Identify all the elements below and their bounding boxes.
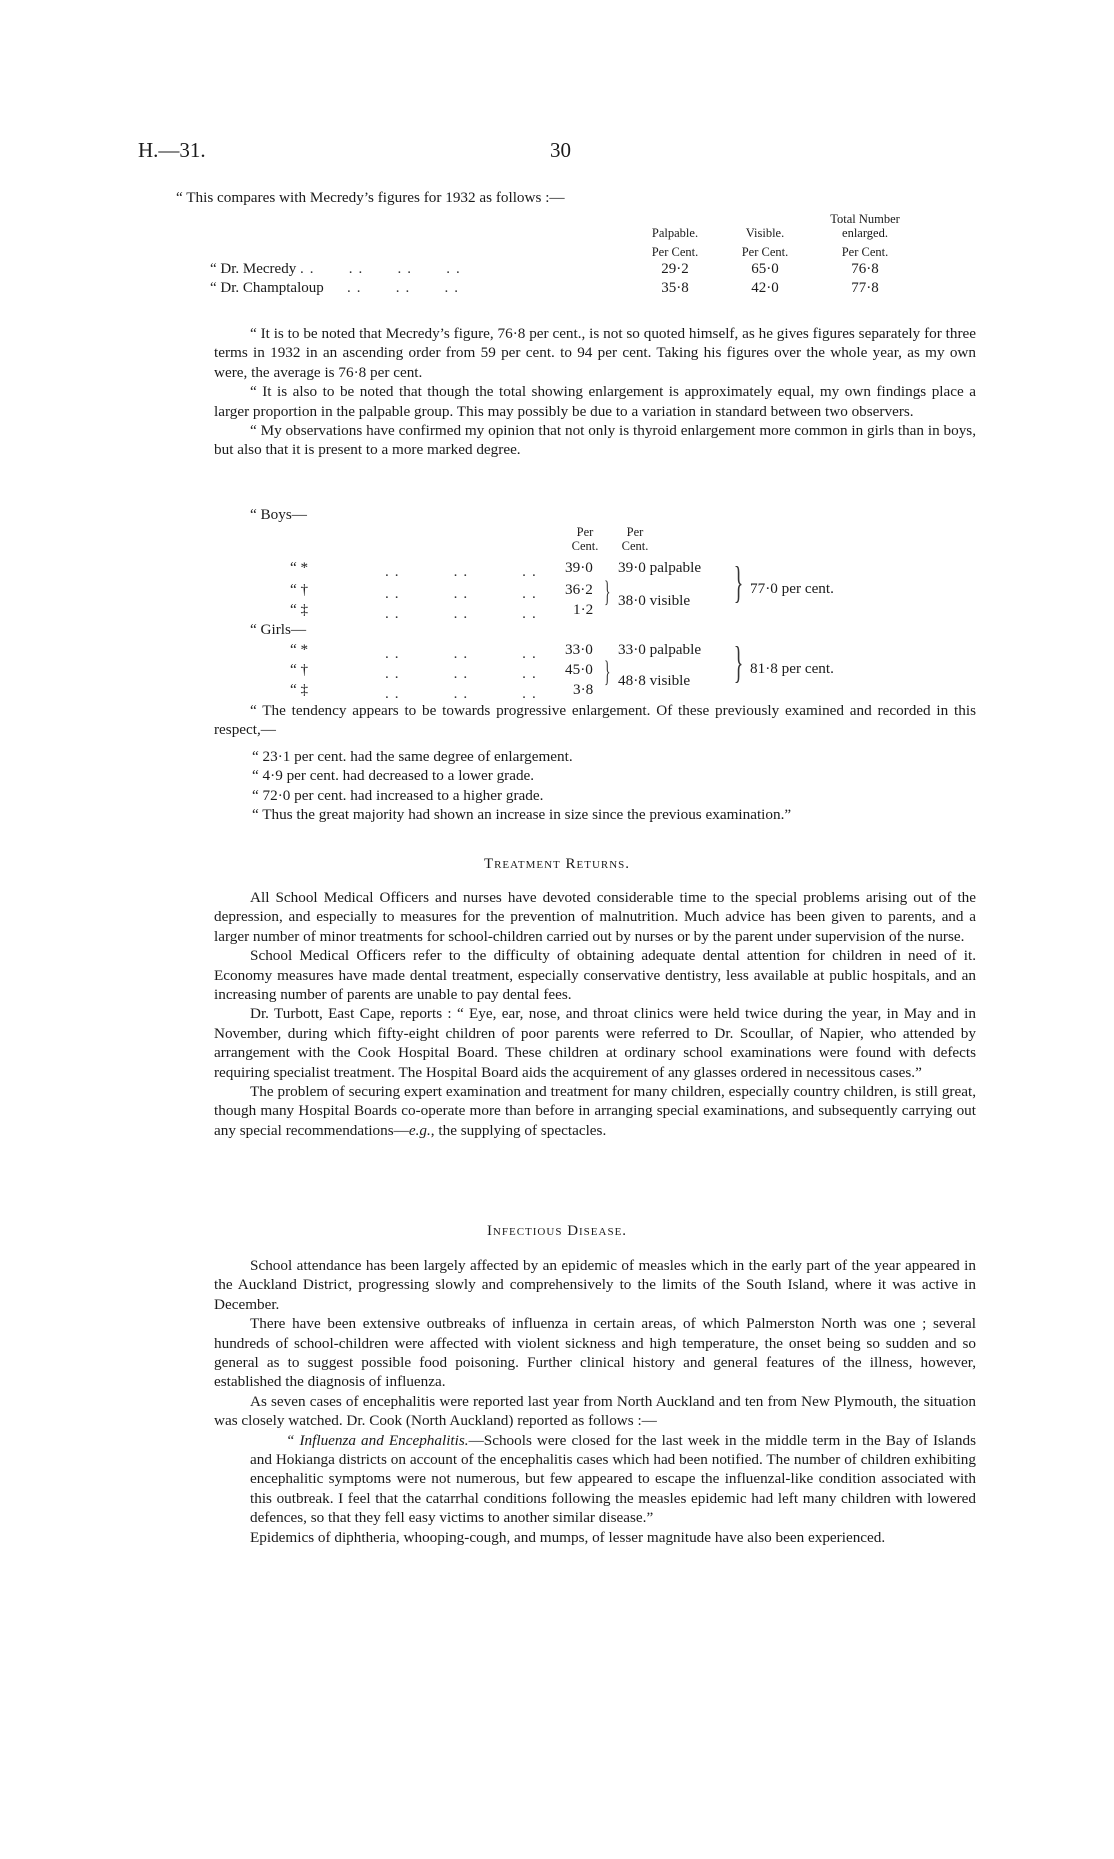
paragraph: School attendance has been largely affected by an epidemic of measles which in the early part of the year appeared in the Auckland District, progressing slowly and comprehensively to the limits of the South Island, where it was active in December. — [214, 1257, 976, 1313]
boys-label: “ Boys— — [250, 506, 307, 523]
per-cent-header-2: Per Cent. — [621, 525, 649, 553]
section-heading-treatment: Treatment Returns. — [483, 856, 631, 872]
cell-visible: 42·0 — [751, 280, 779, 296]
paragraph-closing: Epidemics of diphtheria, whooping-cough, and mumps, of lesser magnitude have also been experienced. — [250, 1528, 886, 1546]
row-name: “ Dr. Champtaloup — [210, 280, 324, 296]
paragraph: The problem of securing expert examination and treatment for many children, especially country children, is still great, though many Hospital Boards co-operate more than before in arranging special examinations, and subsequently carrying out any special recommendations—e.g., the supplying of spectacles. — [214, 1083, 976, 1139]
unit-visible: Per Cent. — [741, 245, 789, 259]
boys-value-3: 1·2 — [573, 601, 594, 618]
list-item: “ 4·9 per cent. had decreased to a lower grade. — [252, 767, 535, 785]
girls-total: 81·8 per cent. — [750, 660, 834, 677]
col-total: Total Number enlarged. — [830, 212, 900, 240]
per-cent-header-1: Per Cent. — [571, 525, 599, 553]
list-item: “ * — [290, 641, 309, 658]
cell-total: 76·8 — [851, 261, 879, 277]
cell-palpable: 35·8 — [661, 280, 689, 296]
col-visible: Visible. — [745, 226, 785, 240]
paragraph-tendency: “ The tendency appears to be towards progressive enlargement. Of these previously examined and recorded in this respect,— — [214, 702, 976, 739]
infectious-section — [214, 1256, 976, 1547]
unit-total: Per Cent. — [841, 245, 889, 259]
comparison-intro: “ This compares with Mecredy’s figures for 1932 as follows :— — [176, 189, 565, 206]
page-number: 30 — [550, 138, 571, 162]
paragraph-equal: “ It is also to be noted that though the total showing enlargement is approximately equal, my own findings place a larger proportion in the palpable group. This may possibly be due to a variation in standard between two observers. — [214, 383, 976, 420]
list-item: “ Thus the great majority had shown an increase in size since the previous examination.” — [252, 806, 792, 824]
list-item: “ † — [290, 661, 309, 678]
section-heading-infectious: Infectious Disease. — [486, 1223, 628, 1239]
col-palpable: Palpable. — [651, 226, 699, 240]
comparison-table — [210, 212, 920, 297]
paragraph: There have been extensive outbreaks of influenza in certain areas, of which Palmerston North was one ; several hundreds of school-children were affected with violent sickness and high temperature, the onset being so sudden and so general as to suggest possible food poisoning. Further clinical history and general features of the illness, however, established the diagnosis of influenza. — [214, 1315, 976, 1391]
list-item: “ * — [290, 559, 309, 576]
table-row: “ Dr. Mecredy .. .. .. .. 29·2 65·0 76·8 — [210, 259, 920, 278]
girls-value-3: 3·8 — [573, 681, 594, 698]
paragraph: School Medical Officers refer to the difficulty of obtaining adequate dental attention for children in need of it. Economy measures have made dental treatment, especially conservative dentistry, less available at public hospitals, and an increasing number of parents are unable to pay dental fees. — [214, 947, 976, 1004]
paragraph: All School Medical Officers and nurses have devoted considerable time to the special problems arising out of the depression, and especially to measures for the prevention of malnutrition. Much advice has been given to parents, and a larger number of minor treatments for school-children carried out by nurses or by the parent under supervision of the nurse. — [214, 889, 976, 945]
cell-palpable: 29·2 — [661, 261, 689, 277]
row-name: “ Dr. Mecredy — [210, 261, 297, 277]
girls-visible: 48·8 visible — [618, 672, 691, 689]
unit-palpable: Per Cent. — [651, 245, 699, 259]
list-item: “ † — [290, 581, 309, 598]
list-item: “ ‡ — [290, 601, 309, 618]
list-item: “ 72·0 per cent. had increased to a higher grade. — [252, 786, 544, 804]
list-item: “ 23·1 per cent. had the same degree of enlargement. — [252, 748, 573, 765]
quoted-report: “ Influenza and Encephalitis.—Schools were closed for the last week in the middle term in the Bay of Islands and Hokianga districts on account of the encephalitis cases which had been notified. The number of children exhibiting encephalitic symptoms were not numerous, but few appeared to escape the influenzal-like condition associated with this outbreak. I feel that the catarrhal conditions following the measles epidemic had left many children with lowered defences, so that they fell easy victims to another similar disease.” — [250, 1431, 976, 1527]
girls-palpable: 33·0 palpable — [618, 641, 702, 658]
girls-value-2: 45·0 — [565, 661, 593, 678]
girls-label: “ Girls— — [250, 621, 307, 638]
paragraph: As seven cases of encephalitis were reported last year from North Auckland and ten from New Plymouth, the situation was closely watched. Dr. Cook (North Auckland) reported as follows :— — [214, 1392, 976, 1430]
paragraph: Dr. Turbott, East Cape, reports : “ Eye, ear, nose, and throat clinics were held twice during the year, in May and in November, during which fifty-eight children of poor parents were referred to Dr. Scoullar, of Napier, who attended by arrangement with the Cook Hospital Board. These children at ordinary school examinations were found with defects requiring specialist treatment. The Hospital Board aids the acquirement of any glasses ordered in necessitous cases.” — [214, 1005, 976, 1081]
treatment-section — [214, 888, 976, 1140]
boys-visible: 38·0 visible — [618, 592, 691, 609]
cell-total: 77·8 — [851, 280, 879, 296]
boys-palpable: 39·0 palpable — [618, 559, 702, 576]
boys-value-1: 39·0 — [565, 559, 593, 576]
findings-list — [252, 747, 791, 825]
table-row: “ Dr. Champtaloup .. .. .. 35·8 42·0 77·8 — [210, 278, 920, 297]
document-reference: H.—31. — [138, 138, 206, 162]
paragraph-girls: “ My observations have confirmed my opinion that not only is thyroid enlargement more common in girls than in boys, but also that it is present to a more marked degree. — [214, 422, 976, 459]
paragraph-mecredy: “ It is to be noted that Mecredy’s figure, 76·8 per cent., is not so quoted himself, as he gives figures separately for three terms in 1932 in an ascending order from 59 per cent. to 94 per cent. Taking his figures over the whole year, as my own were, the average is 76·8 per cent. — [214, 325, 976, 381]
boys-total: 77·0 per cent. — [750, 580, 834, 597]
boys-value-2: 36·2 — [565, 581, 593, 598]
cell-visible: 65·0 — [751, 261, 779, 277]
list-item: “ ‡ — [290, 681, 309, 698]
girls-value-1: 33·0 — [565, 641, 593, 658]
